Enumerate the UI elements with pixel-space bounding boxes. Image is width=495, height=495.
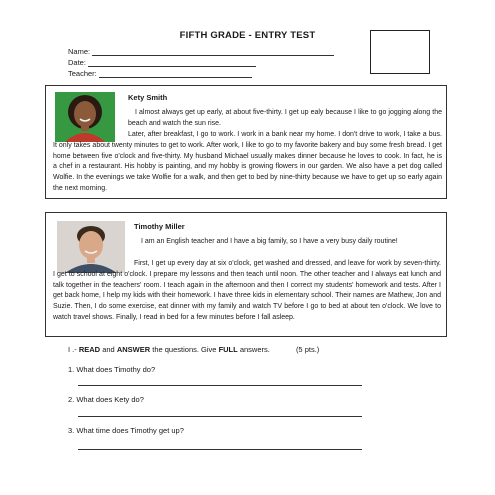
name-field [68,47,334,56]
timothy-name: Timothy Miller [134,222,185,231]
points-label: (5 pts.) [295,345,320,354]
and-word: and [102,345,115,354]
test-title: FIFTH GRADE - ENTRY TEST [179,30,316,41]
teacher-line[interactable] [99,70,252,78]
full-word: FULL [218,345,238,354]
instruction-mid: the questions. Give [152,345,217,354]
name-line[interactable] [92,48,334,56]
answer-line-1[interactable] [78,385,362,386]
date-label: Date: [68,58,86,67]
answer-line-2[interactable] [78,416,362,417]
timothy-text-top [134,237,441,248]
questions-instruction [68,345,319,354]
kety-card [45,85,447,199]
timothy-text-bottom [53,259,441,324]
kety-paragraph-1: I almost always get up early, at about five-thirty. I get up ealy because I like to go jogging along the beach and watch the sun rise. [128,109,442,127]
date-field [68,58,256,67]
teacher-label: Teacher: [68,69,97,78]
question-2: 2. What does Kety do? [68,395,144,404]
question-3: 3. What time does Timothy get up? [68,426,184,435]
date-line[interactable] [88,59,256,67]
answer-word: ANSWER [116,345,151,354]
name-label: Name: [68,47,91,56]
instruction-end: answers. [239,345,270,354]
timothy-paragraph-2: First, I get up every day at six o'clock, get washed and dressed, and leave for work by seven-thirty. I get to school at eight o'clock. I prepare my lessons and then teach until noon. The other teacher and I always eat lunch and talk together in the teachers' room. I teach again in the afternoon and then I correct my students' homework and tests. After I get back home, I help my kids with their homework. I have three kids in elementary school. Their names are Mathew, Jon and Suzie. Then, I do some exercise, eat dinner with my family and watch TV before I go to bed at about ten o'clock. We love to watch travel shows. Finally, I read in bed for a few minutes before I fall asleep. [53,260,441,321]
timothy-card [45,212,447,337]
question-1: 1. What does Timothy do? [68,365,156,374]
answer-line-3[interactable] [78,449,362,450]
kety-paragraph-2: Later, after breakfast, I go to work. I work in a bank near my home. I don't drive to work, I take a bus. It only takes about twenty minutes to get to work. After work, I like to go to my favorite bakery and buy some fresh bread. I get home between five o'clock and five-thirty. My husband Michael usually makes dinner because he loves to cook. In fact, he is a chef in a restaurant. His hobby is painting, and my hobby is growing flowers in our garden. We also have a pet dog called Wolfie. In the evenings we take Wolfie for a walk, and then get to bed by nine-thirty because we have to get up so early again the next morning. [53,131,442,192]
section-number: I .- [68,345,77,354]
kety-text-bottom [53,130,442,195]
kety-text-top [128,108,442,130]
grade-box [370,30,430,74]
timothy-paragraph-1: I am an English teacher and I have a big family, so I have a very busy daily routine! [141,238,398,245]
read-word: READ [78,345,101,354]
kety-name: Kety Smith [128,93,168,102]
teacher-field [68,69,252,78]
